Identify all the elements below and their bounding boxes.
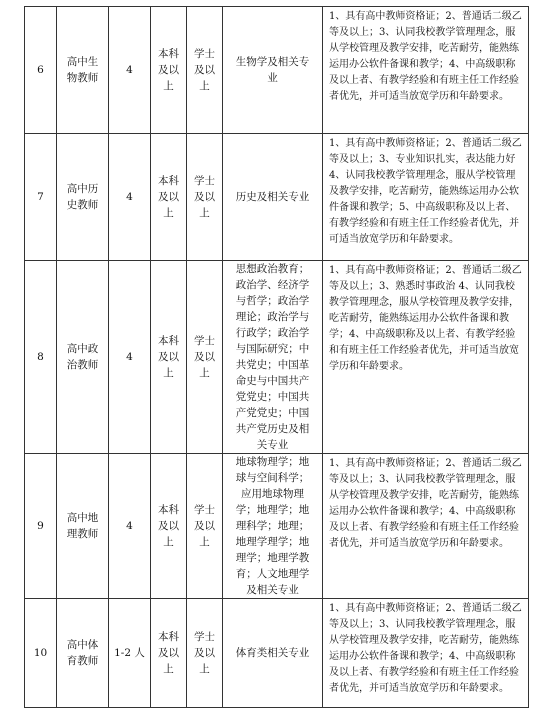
row-number: 6 bbox=[25, 7, 57, 134]
major-requirement: 历史及相关专业 bbox=[223, 134, 323, 261]
hire-count: 4 bbox=[109, 7, 151, 134]
row-number: 7 bbox=[25, 134, 57, 261]
position-name: 高中地理教师 bbox=[66, 512, 99, 540]
education-requirement: 本科及以上 bbox=[158, 335, 179, 379]
major-requirement: 思想政治教育；政治学、经济学与哲学；政治学理论；政治学与行政学；政治学与国际研究；中共党史；中国革命史与中国共产党党史；中国共产党党史；中国共产党历史及相关专业 bbox=[223, 261, 323, 454]
degree-requirement: 学士及以上 bbox=[194, 48, 215, 92]
job-requirements: 1、具有高中教师资格证；2、普通话二级乙等及以上；3、认同我校教学管理理念，服从学校管理及教学安排，吃苦耐劳，能熟练运用办公软件备课和教学；4、中高级职称及以上者、有教学经验和有班主任工作经验者优先，并可适当放宽学历和年龄要求。 bbox=[323, 599, 529, 708]
major-requirement: 生物学及相关专业 bbox=[223, 7, 323, 134]
hire-count: 4 bbox=[109, 454, 151, 599]
education-requirement: 本科及以上 bbox=[158, 175, 179, 219]
major-requirement: 地球物理学；地球与空间科学；应用地球物理学；地理学；地理科学；地理；地理学理学；地理学；地理学教育；人文地理学及相关专业 bbox=[223, 454, 323, 599]
row-number: 9 bbox=[25, 454, 57, 599]
hire-count: 1-2 人 bbox=[109, 599, 151, 708]
degree-requirement: 学士及以上 bbox=[194, 335, 215, 379]
major-requirement: 体育类相关专业 bbox=[223, 599, 323, 708]
row-number: 8 bbox=[25, 261, 57, 454]
table-row bbox=[25, 599, 529, 708]
degree-requirement: 学士及以上 bbox=[194, 175, 215, 219]
education-requirement: 本科及以上 bbox=[158, 504, 179, 548]
table-row bbox=[25, 454, 529, 599]
job-requirements: 1、具有高中教师资格证；2、普通话二级乙等及以上；3、专业知识扎实，表达能力好 4、认同我校教学管理理念，服从学校管理及教学安排，吃苦耐劳，能熟练运用办公软件备课和教学；5、中高级职称及以上者、有教学经验和有班主任工作经验者优先，并可适当放宽学历和年龄要求。 bbox=[323, 134, 529, 261]
table-row bbox=[25, 7, 529, 134]
job-requirements: 1、具有高中教师资格证；2、普通话二级乙等及以上；3、认同我校教学管理理念，服从学校管理及教学安排，吃苦耐劳，能熟练运用办公软件备课和教学；4、中高级职称及以上者、有教学经验和有班主任工作经验者优先，并可适当放宽学历和年龄要求。 bbox=[323, 454, 529, 599]
education-requirement: 本科及以上 bbox=[158, 631, 179, 675]
position-name: 高中体育教师 bbox=[66, 639, 99, 667]
degree-requirement: 学士及以上 bbox=[194, 504, 215, 548]
education-requirement: 本科及以上 bbox=[158, 48, 179, 92]
position-name: 高中生物教师 bbox=[66, 56, 99, 84]
table-row bbox=[25, 261, 529, 454]
degree-requirement: 学士及以上 bbox=[194, 631, 215, 675]
hire-count: 4 bbox=[109, 134, 151, 261]
row-number: 10 bbox=[25, 599, 57, 708]
position-name: 高中政治教师 bbox=[66, 343, 99, 371]
hire-count: 4 bbox=[109, 261, 151, 454]
job-requirements: 1、具有高中教师资格证；2、普通话二级乙等及以上；3、认同我校教学管理理念，服从学校管理及教学安排，吃苦耐劳，能熟练运用办公软件备课和教学；4、中高级职称及以上者、有教学经验和有班主任工作经验者优先，并可适当放宽学历和年龄要求。 bbox=[323, 7, 529, 134]
job-requirements: 1、具有高中教师资格证；2、普通话二级乙等及以上；3、熟悉时事政治 4、认同我校教学管理理念，服从学校管理及教学安排，吃苦耐劳，能熟练运用办公软件备课和教学；4、中高级职称及以上者、有教学经验和有班主任工作经验者优先，并可适当放宽学历和年龄要求。 bbox=[323, 261, 529, 454]
recruitment-table bbox=[24, 6, 529, 708]
position-name: 高中历史教师 bbox=[66, 183, 99, 211]
table-row bbox=[25, 134, 529, 261]
